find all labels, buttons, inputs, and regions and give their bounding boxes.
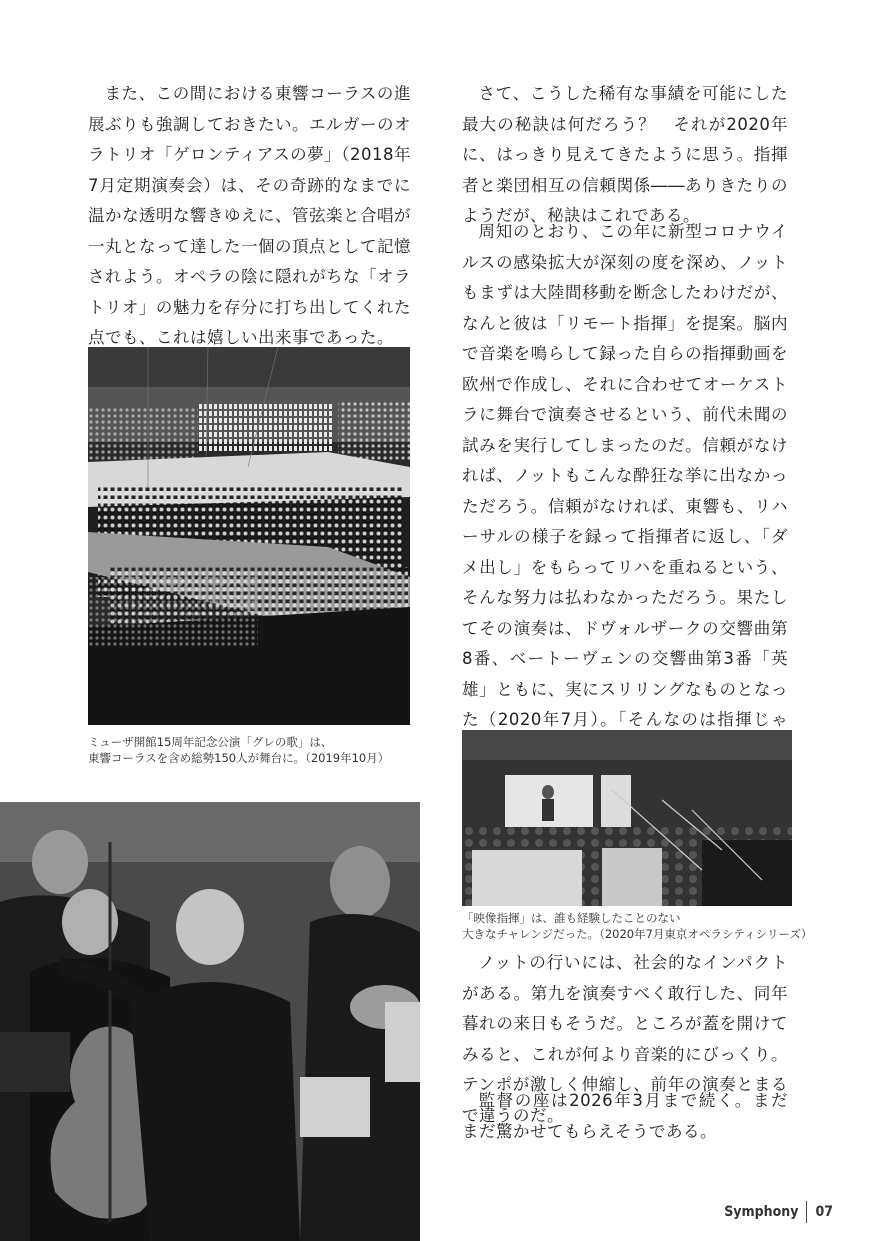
caption-line: ミューザ開館15周年記念公演「グレの歌」は、: [88, 735, 333, 749]
conductor-orchestra-photo: [0, 802, 420, 1241]
caption-line: 東響コーラスを含め総勢150人が舞台に。（2019年10月）: [88, 751, 390, 765]
video-conducting-photo: [462, 730, 792, 906]
left-paragraph-1: また、この間における東響コーラスの進展ぶりも強調しておきたい。エルガーのオラトリオ「ゲロンティアスの夢」（2018年7月定期演奏会）は、その奇跡的なまでに温かな透明な響きゆえに、管弦楽と合唱が一丸となって達した一個の頂点として記憶されよう。オペラの陰に隠れがちな「オラトリオ」の魅力を存分に打ち出してくれた点でも、これは嬉しい出来事であった。: [88, 84, 411, 347]
concert-hall-photo: [88, 347, 410, 725]
right-paragraph-4: 監督の座は2026年3月まで続く。まだまだ驚かせてもらえそうである。: [462, 1091, 788, 1141]
right-paragraph-3: ノットの行いには、社会的なインパクトがある。第九を演奏すべく敢行した、同年暮れの来日もそうだ。ところが蓋を開けてみると、これが何より音楽的にびっくり。テンポが激しく伸縮し、前年の演奏とまるで違うのだ。: [462, 953, 788, 1125]
video-screen-illustration: [462, 730, 792, 906]
magazine-name: Symphony: [724, 1204, 799, 1220]
video-conducting-caption: [462, 910, 812, 942]
footer-divider: [806, 1201, 807, 1223]
caption-line: 「映像指揮」は、誰も経験したことのない: [462, 911, 681, 925]
concert-hall-caption: [88, 734, 389, 766]
page-footer: [724, 1201, 833, 1223]
concert-hall-illustration: [88, 347, 410, 725]
conductor-illustration: [0, 802, 420, 1241]
right-paragraph-1: さて、こうした稀有な事績を可能にした最大の秘訣は何だろう？ それが2020年に、はっきり見えてきたように思う。指揮者と楽団相互の信頼関係――ありきたりのようだが、秘訣はこれである。: [462, 84, 788, 225]
page-number: 07: [815, 1204, 833, 1220]
right-paragraph-2: 周知のとおり、この年に新型コロナウイルスの感染拡大が深刻の度を深め、ノットもまずは大陸間移動を断念したわけだが、なんと彼は「リモート指揮」を提案。脳内で音楽を鳴らして録った自らの指揮動画を欧州で作成し、それに合わせてオーケストラに舞台で演奏させるという、前代未聞の試みを実行してしまったのだ。信頼がなければ、ノットもこんな酔狂な挙に出なかっただろう。信頼がなければ、東響も、リハーサルの様子を録って指揮者に返し、「ダメ出し」をもらってリハを重ねるという、そんな努力は払わなかっただろう。果たしてその演奏は、ドヴォルザークの交響曲第8番、ベートーヴェンの交響曲第3番「英雄」ともに、実にスリリングなものとなった（2020年7月）。「そんなのは指揮じゃ: [462, 222, 788, 729]
caption-line: 大きなチャレンジだった。（2020年7月東京オペラシティシリーズ）: [462, 927, 813, 941]
